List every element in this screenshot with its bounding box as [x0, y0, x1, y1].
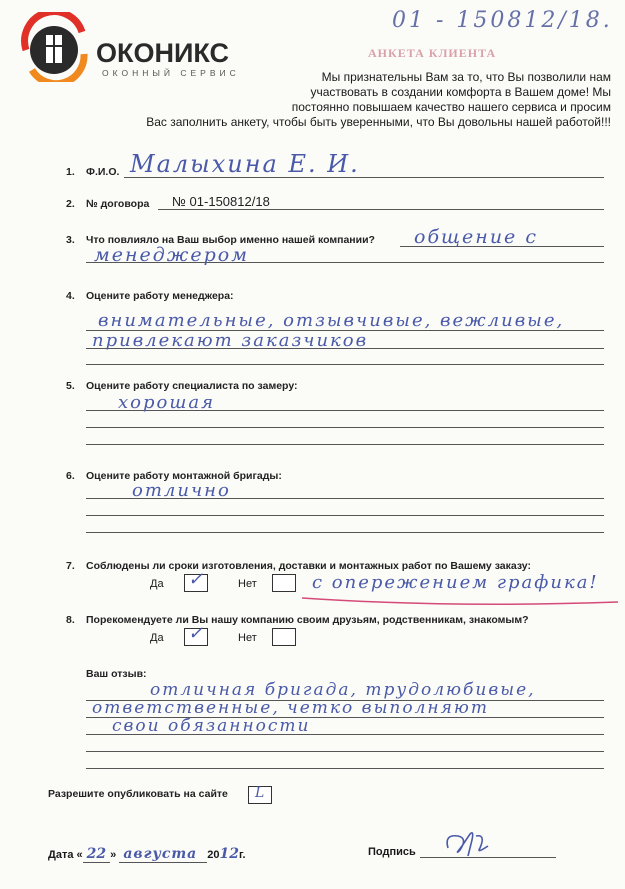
- q7-yes-checkbox[interactable]: [184, 569, 208, 592]
- review-answer-2: ответственные, четко выполняют: [92, 698, 489, 718]
- date-year: 12: [219, 846, 239, 862]
- q8-label: Порекомендуете ли Вы нашу компанию своим друзьям, родственникам, знакомым?: [86, 614, 529, 626]
- q4-number: 4.: [66, 290, 75, 302]
- handwritten-doc-number: 01 - 150812/18.: [392, 8, 613, 33]
- q6-answer: отлично: [132, 480, 231, 501]
- q4-answer-1: внимательные, отзывчивые, вежливые,: [98, 310, 565, 331]
- q8-yes-label: Да: [150, 632, 164, 644]
- date-month: августа: [119, 846, 207, 863]
- q5-number: 5.: [66, 380, 75, 392]
- publish-checkbox[interactable]: [248, 786, 272, 804]
- q7-no-checkbox[interactable]: [272, 574, 296, 592]
- q7-yes-check-icon: ✓: [188, 569, 204, 590]
- date-day: 22: [83, 846, 110, 863]
- q8-no-checkbox[interactable]: [272, 628, 296, 646]
- q3-answer-1: общение с: [414, 226, 538, 248]
- signature-image: [440, 826, 500, 860]
- intro-line: постоянно повышаем качество нашего сервиса и просим: [291, 100, 611, 114]
- review-answer-1: отличная бригада, трудолюбивые,: [150, 680, 536, 700]
- intro-line: участвовать в создании комфорта в Вашем доме! Мы: [310, 85, 611, 99]
- q7-yes-label: Да: [150, 578, 164, 590]
- review-label: Ваш отзыв:: [86, 668, 147, 680]
- q8-yes-checkbox[interactable]: [184, 623, 208, 646]
- signature-label: Подпись: [368, 846, 416, 858]
- q1-label: Ф.И.О.: [86, 166, 120, 178]
- q8-number: 8.: [66, 614, 75, 626]
- q2-line: [158, 209, 604, 210]
- intro-line: Вас заполнить анкету, чтобы быть уверенными, что Вы довольны нашей работой!!!: [146, 115, 611, 129]
- review-line-4: [86, 751, 604, 752]
- q5-line-3: [86, 444, 604, 445]
- q5-line-2: [86, 427, 604, 428]
- q2-number: 2.: [66, 198, 75, 210]
- publish-label: Разрешите опубликовать на сайте: [48, 788, 228, 800]
- q7-red-underline: [300, 592, 620, 610]
- q2-answer: № 01-150812/18: [172, 194, 270, 209]
- logo-subtitle: ОКОННЫЙ СЕРВИС: [102, 68, 240, 78]
- q4-line-3: [86, 364, 604, 365]
- q6-line-3: [86, 532, 604, 533]
- intro-text: [141, 70, 611, 130]
- q6-line-2: [86, 515, 604, 516]
- q7-no-label: Нет: [238, 578, 257, 590]
- review-line-5: [86, 768, 604, 769]
- q2-label: № договора: [86, 198, 150, 210]
- q1-answer: Малыхина Е. И.: [130, 150, 360, 178]
- q6-label: Оцените работу монтажной бригады:: [86, 470, 282, 482]
- q3-label: Что повлияло на Ваш выбор именно нашей компании?: [86, 234, 375, 246]
- q5-label: Оцените работу специалиста по замеру:: [86, 380, 298, 392]
- date-year-suffix: г.: [238, 849, 246, 861]
- form-title: АНКЕТА КЛИЕНТА: [368, 46, 497, 60]
- q3-answer-2: менеджером: [94, 244, 249, 266]
- date-year-prefix: 20: [207, 849, 220, 861]
- q8-yes-check-icon: ✓: [188, 623, 204, 644]
- q1-number: 1.: [66, 166, 75, 178]
- review-answer-3: свои обязанности: [112, 716, 311, 736]
- q4-answer-2: привлекают заказчиков: [92, 330, 369, 351]
- intro-line: Мы признательны Вам за то, что Вы позволили нам: [321, 70, 611, 84]
- q7-comment: с опережением графика!: [312, 572, 599, 593]
- q6-number: 6.: [66, 470, 75, 482]
- date-label: Дата «: [48, 849, 83, 861]
- q5-answer: хорошая: [118, 392, 216, 413]
- publish-mark: L: [255, 785, 265, 801]
- q4-label: Оцените работу менеджера:: [86, 290, 234, 302]
- q7-label: Соблюдены ли сроки изготовления, доставки и монтажных работ по Вашему заказу:: [86, 560, 531, 572]
- q7-number: 7.: [66, 560, 75, 572]
- logo-name: ОКОНИКС: [96, 38, 230, 68]
- date-field: [48, 846, 246, 862]
- logo-window-icon: [12, 12, 102, 82]
- q3-number: 3.: [66, 234, 75, 246]
- date-mid: »: [110, 849, 117, 861]
- q8-no-label: Нет: [238, 632, 257, 644]
